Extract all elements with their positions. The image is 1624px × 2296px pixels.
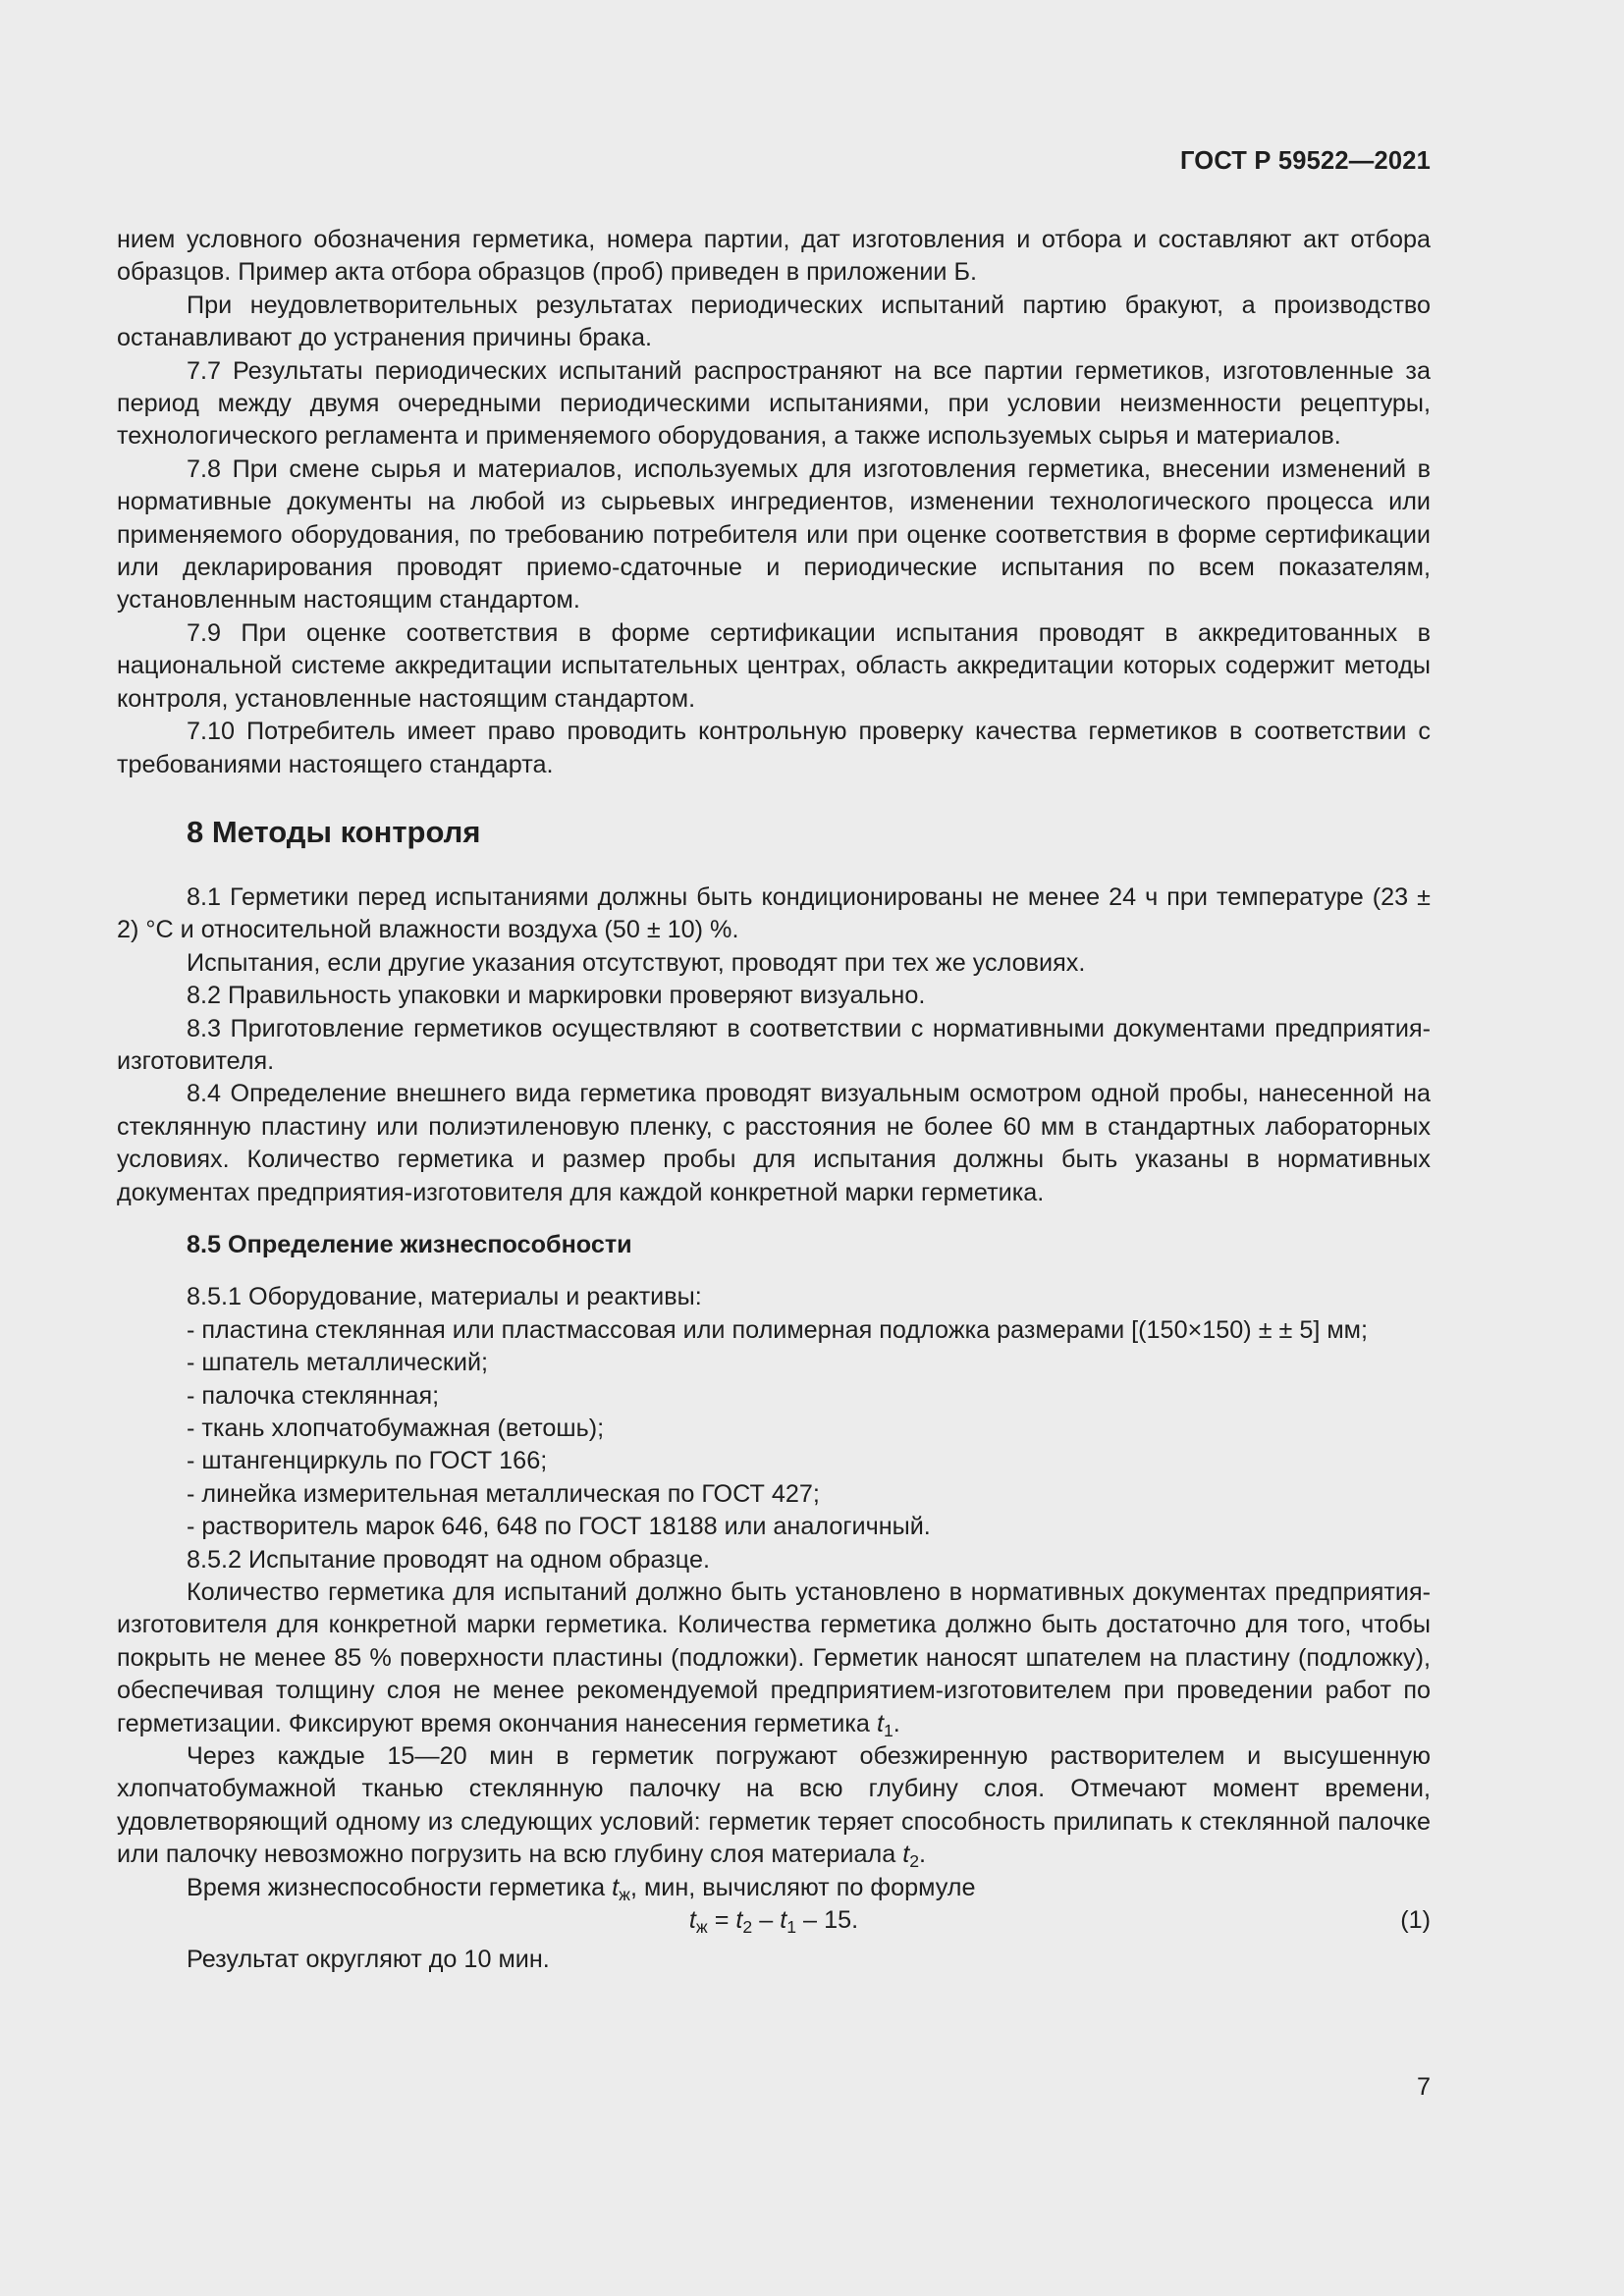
clause-7-7: 7.7 Результаты периодических испытаний распространяют на все партии герметиков, изготовленные за период между двумя очередными периодическими испытаниями, при условии неизменности рецептуры, технологического регламента и применяемого оборудования, а также используемых сырья и материалов. <box>117 356 1431 451</box>
clause-8-3: 8.3 Приготовление герметиков осуществляют в соответствии с нормативными документами предприятия-изготовителя. <box>117 1014 1431 1075</box>
clause-7-8: 7.8 При смене сырья и материалов, используемых для изготовления герметика, внесении изменений в нормативные документы на любой из сырьевых ингредиентов, изменении технологического процесса или применяемого оборудования, по требованию потребителя или при оценке соответствия в форме сертификации или декларирования проводят приемо-сдаточные и периодические испытания по всем показателям, установленным настоящим стандартом. <box>117 454 1431 614</box>
clause-8-5-2: 8.5.2 Испытание проводят на одном образце. <box>187 1545 710 1574</box>
paragraph: Через каждые 15—20 мин в герметик погружают обезжиренную растворителем и высушенную хлопчатобумажной тканью стеклянную палочку на всю глубину слоя. Отмечают момент времени, удовлетворяющий одному из следующих условий: герметик теряет способность прилипать к стеклянной палочке или палочку невозможно погрузить на всю глубину слоя материала $t_2$. <box>117 1742 1431 1872</box>
clause-7-10: 7.10 Потребитель имеет право проводить контрольную проверку качества герметиков в соответствии с требованиями настоящего стандарта. <box>117 718 1431 778</box>
list-item: - ткань хлопчатобумажная (ветошь); <box>187 1415 605 1442</box>
list-item: - штангенциркуль по ГОСТ 166; <box>187 1447 548 1475</box>
clause-8-2: 8.2 Правильность упаковки и маркировки проверяют визуально. <box>187 982 926 1010</box>
clause-7-9: 7.9 При оценке соответствия в форме сертификации испытания проводят в аккредитованных в национальной системе аккредитации испытательных центрах, область аккредитации которых содержит методы контроля, установленные настоящим стандартом. <box>117 618 1431 713</box>
section-heading-8: 8 Методы контроля <box>187 814 481 849</box>
list-item: - линейка измерительная металлическая по ГОСТ 427; <box>187 1479 820 1508</box>
paragraph: Результат округляют до 10 мин. <box>187 1946 550 1974</box>
paragraph: Время жизнеспособности герметика $t_ж$, мин, вычисляют по формуле <box>187 1873 976 1904</box>
paragraph: Испытания, если другие указания отсутствуют, проводят при тех же условиях. <box>187 948 1086 977</box>
formula-row <box>117 1904 1431 1944</box>
paragraph: нием условного обозначения герметика, номера партии, дат изготовления и отбора и составляют акт отбора образцов. Пример акта отбора образцов (проб) приведен в приложении Б. <box>117 226 1431 287</box>
list-item: - растворитель марок 646, 648 по ГОСТ 18188 или аналогичный. <box>187 1513 931 1541</box>
page-body <box>117 224 1431 1977</box>
subsection-heading-8-5: 8.5 Определение жизнеспособности <box>187 1230 632 1258</box>
page-number: 7 <box>1416 2073 1431 2101</box>
standard-designation: ГОСТ Р 59522—2021 <box>1179 147 1431 175</box>
paragraph: При неудовлетворительных результатах периодических испытаний партию бракуют, а производство останавливают до устранения причины брака. <box>117 291 1431 352</box>
list-item: - пластина стеклянная или пластмассовая или полимерная подложка размерами [(150×150) ± ± 5] мм; <box>187 1315 1368 1344</box>
list-item: - палочка стеклянная; <box>187 1381 440 1410</box>
list-item: - шпатель металлический; <box>187 1349 489 1377</box>
paragraph: Количество герметика для испытаний должно быть установлено в нормативных документах предприятия-изготовителя для конкретной марки герметика. Количества герметика должно быть достаточно для того, чтобы покрыть не менее 85 % поверхности пластины (подложки). Герметик наносят шпателем на пластину (подложку), обеспечивая толщину слоя не менее рекомендуемой предприятием-изготовителем при проведении работ по герметизации. Фиксируют время окончания нанесения герметика $t_1$. <box>117 1578 1431 1740</box>
clause-8-4: 8.4 Определение внешнего вида герметика проводят визуальным осмотром одной пробы, нанесенной на стеклянную пластину или полиэтиленовую пленку, с расстояния не более 60 мм в стандартных лабораторных условиях. Количество герметика и размер пробы для испытания должны быть указаны в нормативных документах предприятия-изготовителя для каждой конкретной марки герметика. <box>117 1080 1431 1206</box>
formula: $t_ж = t_2 - t_1 - 15$. <box>688 1906 859 1938</box>
clause-8-5-1: 8.5.1 Оборудование, материалы и реактивы: <box>187 1283 702 1311</box>
clause-8-1: 8.1 Герметики перед испытаниями должны быть кондиционированы не менее 24 ч при температуре (23 ± 2) °С и относительной влажности воздуха (50 ± 10) %. <box>117 882 1431 944</box>
equation-number: (1) <box>1400 1906 1431 1935</box>
